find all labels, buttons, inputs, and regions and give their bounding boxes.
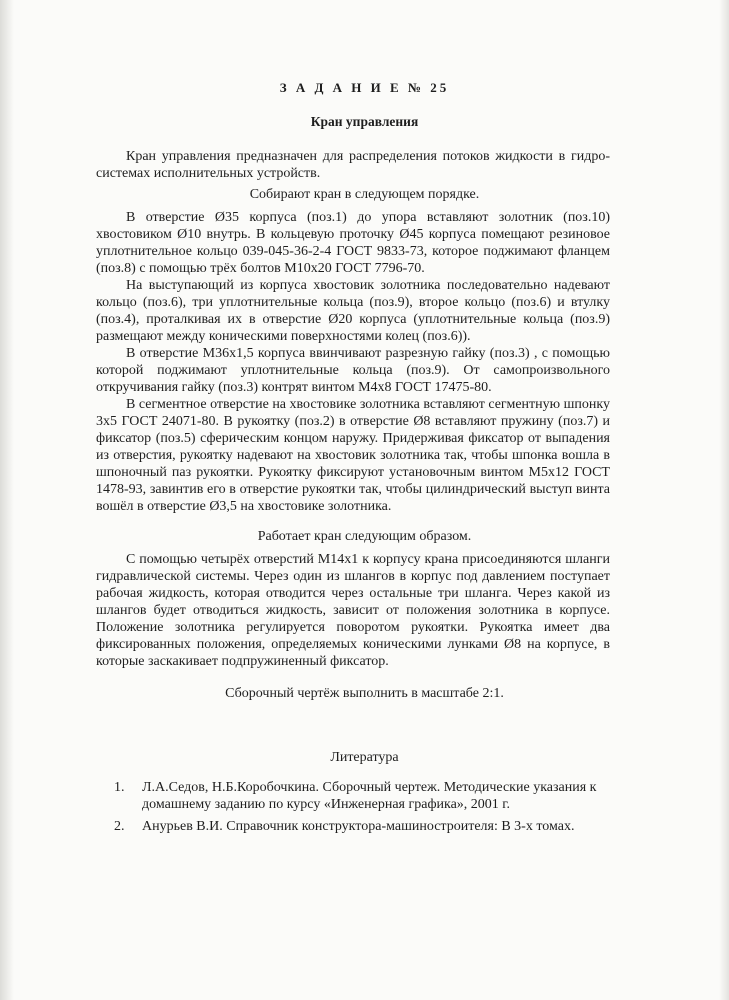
intro-paragraph: Кран управления предназначен для распределения потоков жидкости в гидро-системах исполнительных устройств. [96,149,610,181]
scan-shadow-left [0,0,14,1000]
scale-note: Сборочный чертёж выполнить в масштабе 2:1. [225,686,504,701]
assembly-paragraph-4: В сегментное отверстие на хвостовике золотника вставляют сегментную шпонку 3х5 ГОСТ 24071-80. В рукоятку (поз.2) в отверстие Ø8 вставляют пружину (поз.7) и фиксатор (поз.5) сферическим концом наружу. Придерживая фиксатор от выпадения из отверстия, рукоятку надевают на хвостовик золотника так, чтобы шпонка вошла в шпоночный паз рукоятки. Рукоятку фиксируют установочным винтом М5х12 ГОСТ 1478-93, завинтив его в отверстие рукоятки так, чтобы цилиндрический выступ винта вошёл в отверстие Ø3,5 на хвостовике золотника. [96,397,610,514]
assignment-subtitle: Кран управления [310,114,419,129]
reference-item [114,818,624,835]
reference-number: 1. [114,780,125,795]
assembly-paragraph-1: В отверстие Ø35 корпуса (поз.1) до упора вставляют золотник (поз.10) хвостовиком Ø10 внутрь. В кольцевую проточку Ø45 корпуса помещают резиновое уплотнительное кольцо 039-045-36-2-4 ГОСТ 9833-73, которое поджимают фланцем (поз.8) с помощью трёх болтов М10х20 ГОСТ 7796-70. [96,210,610,276]
literature-heading: Литература [330,750,399,765]
operation-heading: Работает кран следующим образом. [257,529,472,544]
reference-text: Л.А.Седов, Н.Б.Коробочкина. Сборочный чертеж. Методические указания к домашнему заданию по курсу «Инженерная графика», 2001 г. [142,780,597,812]
reference-item [114,779,624,813]
assembly-paragraph-3: В отверстие М36х1,5 корпуса ввинчивают разрезную гайку (поз.3) , с помощью которой поджимают уплотнительные кольца (поз.9). От самопроизвольного откручивания гайку (поз.3) контрят винтом М4х8 ГОСТ 17475-80. [96,346,610,395]
reference-number: 2. [114,819,125,834]
assembly-paragraph-2: На выступающий из корпуса хвостовик золотника последовательно надевают кольцо (поз.6), три уплотнительные кольца (поз.9), второе кольцо (поз.6) и втулку (поз.4), проталкивая их в отверстие Ø20 корпуса (уплотнительные кольца (поз.9) размещают между коническими поверхностями колец (поз.6)). [96,278,610,344]
operation-paragraph: С помощью четырёх отверстий М14х1 к корпусу крана присоединяются шланги гидравлической системы. Через один из шлангов в корпус под давлением поступает рабочая жидкость, которая отводится через остальные три шланга. Через какой из шлангов будет отводиться жидкость, зависит от положения золотника в корпусе. Положение золотника регулируется поворотом рукоятки. Рукоятка имеет два фиксированных положения, определяемых коническими лунками Ø8 на корпусе, в которые заскакивает подпружиненный фиксатор. [96,552,610,669]
assembly-heading: Собирают кран в следующем порядке. [249,187,480,202]
assignment-title: З А Д А Н И Е № 25 [279,80,450,95]
scan-shadow-right [719,0,729,1000]
reference-text: Анурьев В.И. Справочник конструктора-машиностроителя: В 3-х томах. [142,819,575,834]
